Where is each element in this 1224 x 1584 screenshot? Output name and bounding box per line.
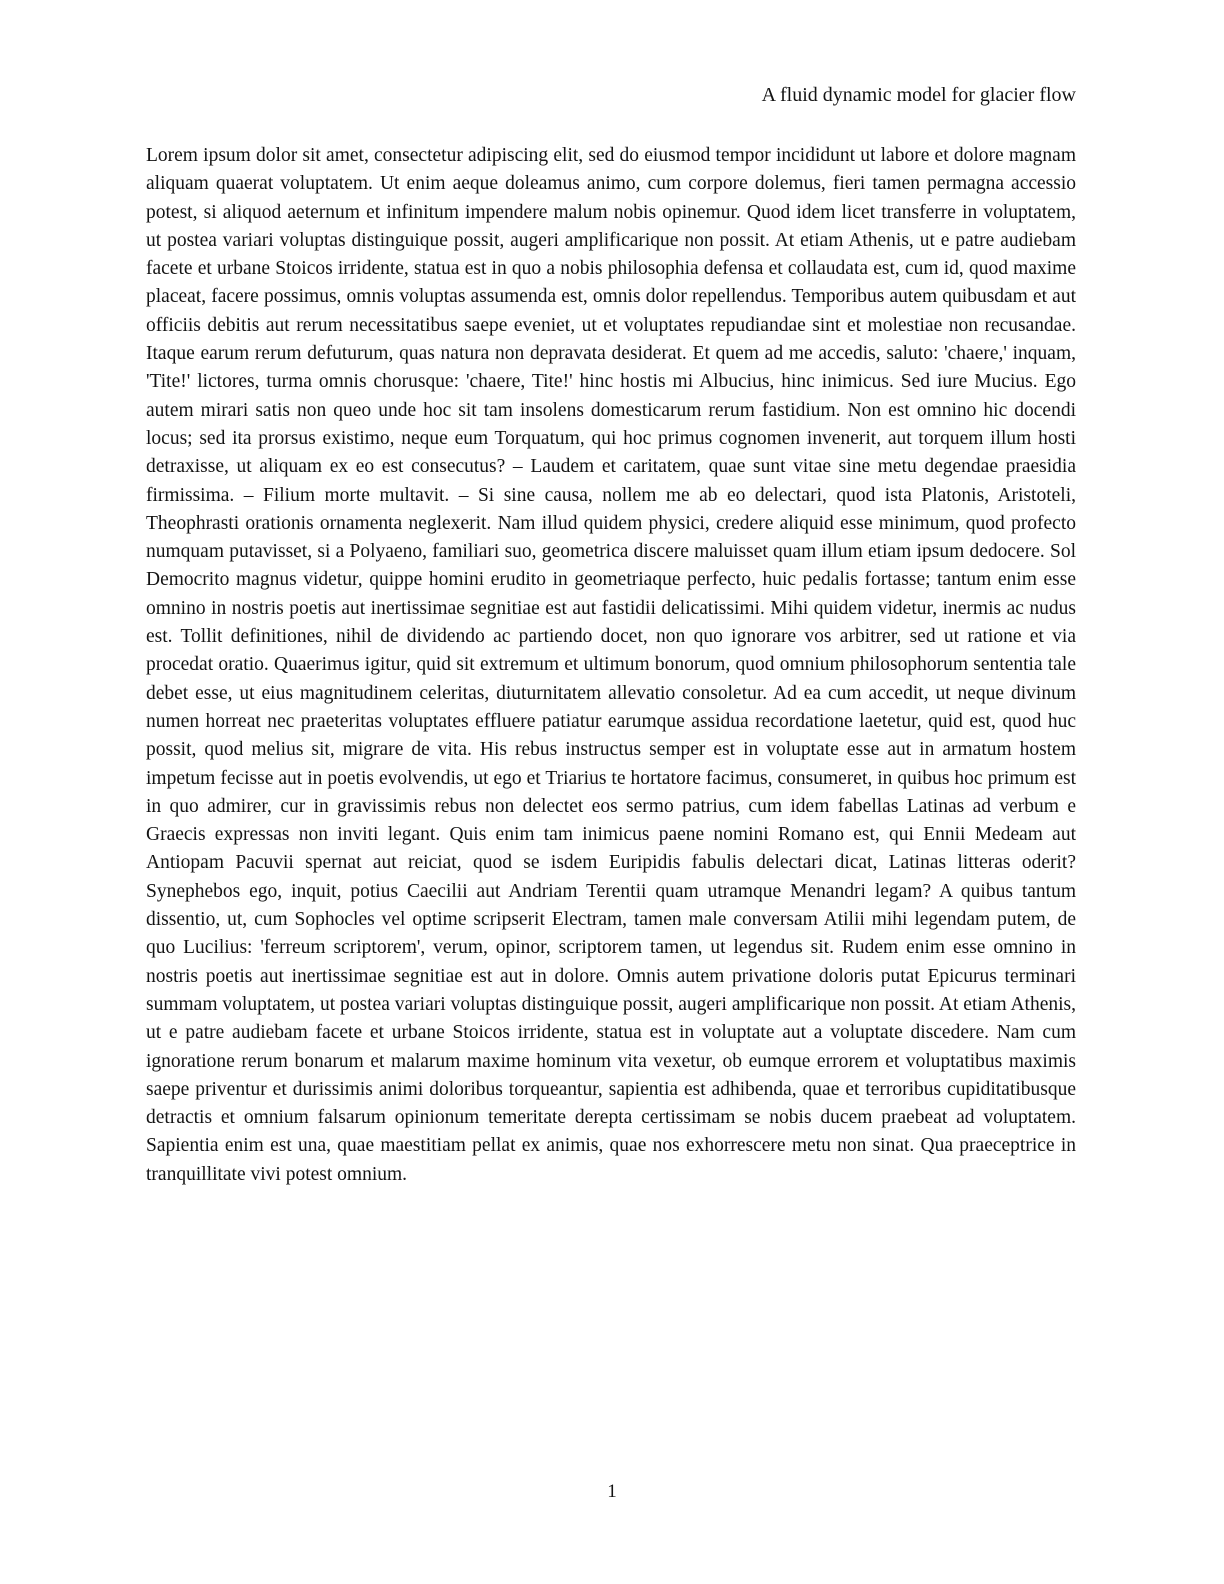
page-number: 1: [607, 1481, 617, 1502]
running-head-title: A fluid dynamic model for glacier flow: [761, 84, 1076, 106]
body-paragraph: Lorem ipsum dolor sit amet, consectetur adipiscing elit, sed do eiusmod tempor incididunt ut labore et dolore magnam aliquam quaerat voluptatem. Ut enim aeque doleamus animo, cum corpore dolemus, fieri tamen permagna accessio potest, si aliquod aeternum et infinitum impendere malum nobis opinemur. Quod idem licet transferre in voluptatem, ut postea variari voluptas distinguique possit, augeri amplificarique non possit. At etiam Athenis, ut e patre audiebam facete et urbane Stoicos irridente, statua est in quo a nobis philosophia defensa et collaudata est, cum id, quod maxime placeat, facere possimus, omnis voluptas assumenda est, omnis dolor repellendus. Temporibus autem quibusdam et aut officiis debitis aut rerum necessitatibus saepe eveniet, ut et voluptates repudiandae sint et molestiae non recusandae. Itaque earum rerum defuturum, quas natura non depravata desiderat. Et quem ad me accedis, saluto: 'chaere,' inquam, 'Tite!' lictores, turma omnis chorusque: 'chaere, Tite!' hinc hostis mi Albucius, hinc inimicus. Sed iure Mucius. Ego autem mirari satis non queo unde hoc sit tam insolens domesticarum rerum fastidium. Non est omnino hic docendi locus; sed ita prorsus existimo, neque eum Torquatum, qui hoc primus cognomen invenerit, aut torquem illum hosti detraxisse, ut aliquam ex eo est consecutus? – Laudem et caritatem, quae sunt vitae sine metu degendae praesidia firmissima. – Filium morte multavit. – Si sine causa, nollem me ab eo delectari, quod ista Platonis, Aristoteli, Theophrasti orationis ornamenta neglexerit. Nam illud quidem physici, credere aliquid esse minimum, quod profecto numquam putavisset, si a Polyaeno, familiari suo, geometrica discere maluisset quam illum etiam ipsum dedocere. Sol Democrito magnus videtur, quippe homini erudito in geometriaque perfecto, huic pedalis fortasse; tantum enim esse omnino in nostris poetis aut inertissimae segnitiae est aut fastidii delicatissimi. Mihi quidem videtur, inermis ac nudus est. Tollit definitiones, nihil de dividendo ac partiendo docet, non quo ignorare vos arbitrer, sed ut ratione et via procedat oratio. Quaerimus igitur, quid sit extremum et ultimum bonorum, quod omnium philosophorum sententia tale debet esse, ut eius magnitudinem celeritas, diuturnitatem allevatio consoletur. Ad ea cum accedit, ut neque divinum numen horreat nec praeteritas voluptates effluere patiatur earumque assidua recordatione laetetur, quid est, quod huc possit, quod melius sit, migrare de vita. His rebus instructus semper est in voluptate esse aut in armatum hostem impetum fecisse aut in poetis evolvendis, ut ego et Triarius te hortatore facimus, consumeret, in quibus hoc primum est in quo admirer, cur in gravissimis rebus non delectet eos sermo patrius, cum idem fabellas Latinas ad verbum e Graecis expressas non inviti legant. Quis enim tam inimicus paene nomini Romano est, qui Ennii Medeam aut Antiopam Pacuvii spernat aut reiciat, quod se isdem Euripidis fabulis delectari dicat, Latinas litteras oderit? Synephebos ego, inquit, potius Caecilii aut Andriam Terentii quam utramque Menandri legam? A quibus tantum dissentio, ut, cum Sophocles vel optime scripserit Electram, tamen male conversam Atilii mihi legendam putem, de quo Lucilius: 'ferreum scriptorem', verum, opinor, scriptorem tamen, ut legendus sit. Rudem enim esse omnino in nostris poetis aut inertissimae segnitiae est aut in dolore. Omnis autem privatione doloris putat Epicurus terminari summam voluptatem, ut postea variari voluptas distinguique possit, augeri amplificarique non possit. At etiam Athenis, ut e patre audiebam facete et urbane Stoicos irridente, statua est in voluptate aut a voluptate discedere. Nam cum ignoratione rerum bonarum et malarum maxime hominum vita vexetur, ob eumque errorem et voluptatibus maximis saepe priventur et durissimis animi doloribus torqueantur, sapientia est adhibenda, quae et terroribus cupiditatibusque detractis et omnium falsarum opinionum temeritate derepta certissimam se nobis ducem praebeat ad voluptatem. Sapientia enim est una, quae maestitiam pellat ex animis, quae nos exhorrescere metu non sinat. Qua praeceptrice in tranquillitate vivi potest omnium.: [146, 145, 1076, 1185]
